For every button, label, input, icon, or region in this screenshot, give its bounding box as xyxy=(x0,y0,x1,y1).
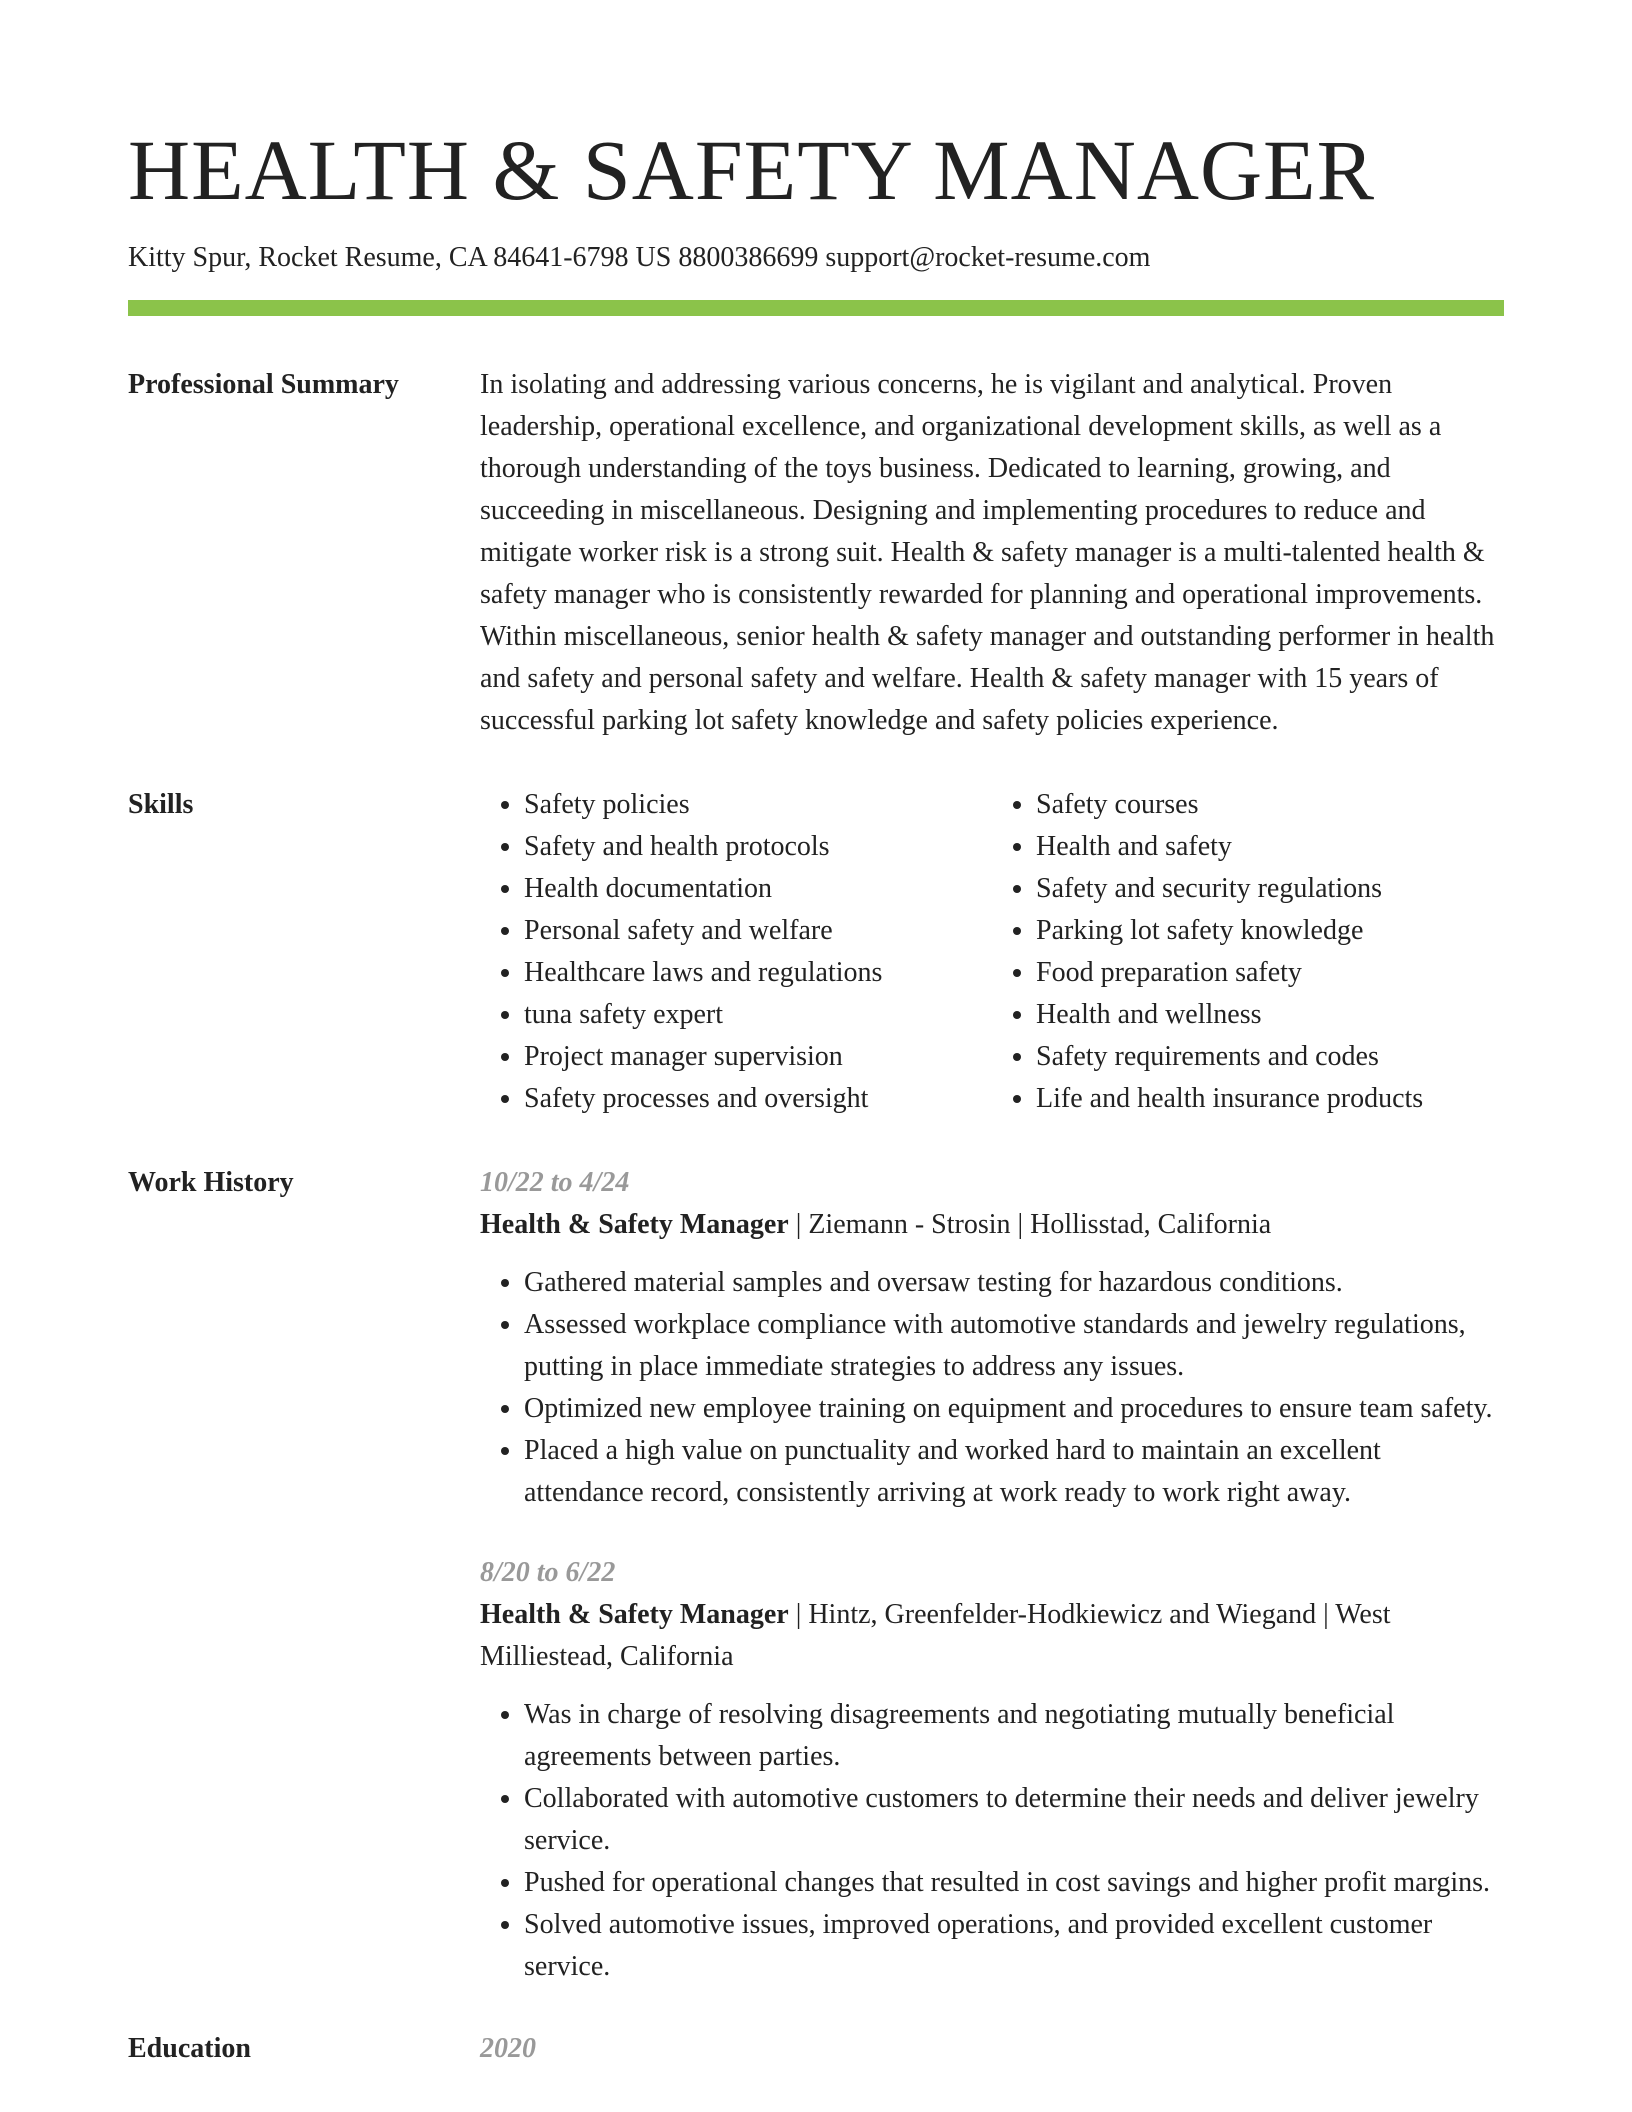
skill-item: • Food preparation safety xyxy=(1036,952,1504,994)
skill-item: • Personal safety and welfare xyxy=(524,910,992,952)
job-bullets xyxy=(480,1262,1504,1514)
job-dates: 10/22 to 4/24 xyxy=(480,1167,630,1198)
job-bullet: • Collaborated with automotive customers to determine their needs and deliver jewelry service. xyxy=(524,1778,1504,1862)
skill-item: • Health and wellness xyxy=(1036,994,1504,1036)
skill-item: • tuna safety expert xyxy=(524,994,992,1036)
job-bullet: • Was in charge of resolving disagreements and negotiating mutually beneficial agreements between parties. xyxy=(524,1694,1504,1778)
job-bullets xyxy=(480,1694,1504,1988)
job-bullet: • Placed a high value on punctuality and worked hard to maintain an excellent attendance record, consistently arriving at work ready to work right away. xyxy=(524,1430,1504,1514)
job-bullet: • Assessed workplace compliance with automotive standards and jewelry regulations, putting in place immediate strategies to address any issues. xyxy=(524,1304,1504,1388)
job-heading xyxy=(480,1204,1504,1246)
skill-item: • Safety processes and oversight xyxy=(524,1078,992,1120)
job-title: Health & Safety Manager xyxy=(480,1599,789,1630)
section-label: Professional Summary xyxy=(128,369,399,400)
contact-line: Kitty Spur, Rocket Resume, CA 84641-6798 US 8800386699 support@rocket-resume.com xyxy=(128,242,1151,273)
summary-text: In isolating and addressing various concerns, he is vigilant and analytical. Proven leadership, operational excellence, and organizational development skills, as well as a thorough understanding of the toys business. Dedicated to learning, growing, and succeeding in miscellaneous. Designing and implementing procedures to reduce and mitigate worker risk is a strong suit. Health & safety manager is a multi-talented health & safety manager who is consistently rewarded for planning and operational improvements. Within miscellaneous, senior health & safety manager and outstanding performer in health and safety and personal safety and welfare. Health & safety manager with 15 years of successful parking lot safety knowledge and safety policies experience. xyxy=(480,369,1495,736)
skill-item: • Safety requirements and codes xyxy=(1036,1036,1504,1078)
job-entry xyxy=(480,1162,1504,1514)
skills-list-right xyxy=(992,784,1504,1120)
skill-item: • Life and health insurance products xyxy=(1036,1078,1504,1120)
section-label: Education xyxy=(128,2033,251,2064)
skills-section xyxy=(128,784,1504,1120)
job-entry xyxy=(480,1552,1504,1988)
job-dates: 8/20 to 6/22 xyxy=(480,1557,616,1588)
job-details: | Hintz, Greenfelder-Hodkiewicz and Wiegand | West Milliestead, California xyxy=(480,1599,1391,1672)
job-bullet: • Optimized new employee training on equipment and procedures to ensure team safety. xyxy=(524,1388,1504,1430)
section-label: Work History xyxy=(128,1167,294,1198)
work-history-section xyxy=(128,1162,1504,2026)
skills-list-left xyxy=(480,784,992,1120)
skill-item: • Safety courses xyxy=(1036,784,1504,826)
job-title: Health & Safety Manager xyxy=(480,1209,789,1240)
header-divider xyxy=(128,300,1504,316)
resume-title: HEALTH & SAFETY MANAGER xyxy=(128,122,1375,218)
skill-item: • Healthcare laws and regulations xyxy=(524,952,992,994)
job-bullet: • Solved automotive issues, improved operations, and provided excellent customer service. xyxy=(524,1904,1504,1988)
skill-item: • Safety and health protocols xyxy=(524,826,992,868)
section-label: Skills xyxy=(128,789,194,820)
skill-item: • Health documentation xyxy=(524,868,992,910)
skill-item: • Parking lot safety knowledge xyxy=(1036,910,1504,952)
job-bullet: • Gathered material samples and oversaw testing for hazardous conditions. xyxy=(524,1262,1504,1304)
education-dates: 2020 xyxy=(480,2033,536,2064)
job-bullet: • Pushed for operational changes that resulted in cost savings and higher profit margins. xyxy=(524,1862,1504,1904)
job-heading xyxy=(480,1594,1504,1678)
job-details: | Ziemann - Strosin | Hollisstad, California xyxy=(788,1209,1272,1240)
education-section xyxy=(128,2028,1504,2070)
skill-item: • Safety and security regulations xyxy=(1036,868,1504,910)
skill-item: • Health and safety xyxy=(1036,826,1504,868)
summary-section xyxy=(128,364,1504,742)
skill-item: • Project manager supervision xyxy=(524,1036,992,1078)
skill-item: • Safety policies xyxy=(524,784,992,826)
